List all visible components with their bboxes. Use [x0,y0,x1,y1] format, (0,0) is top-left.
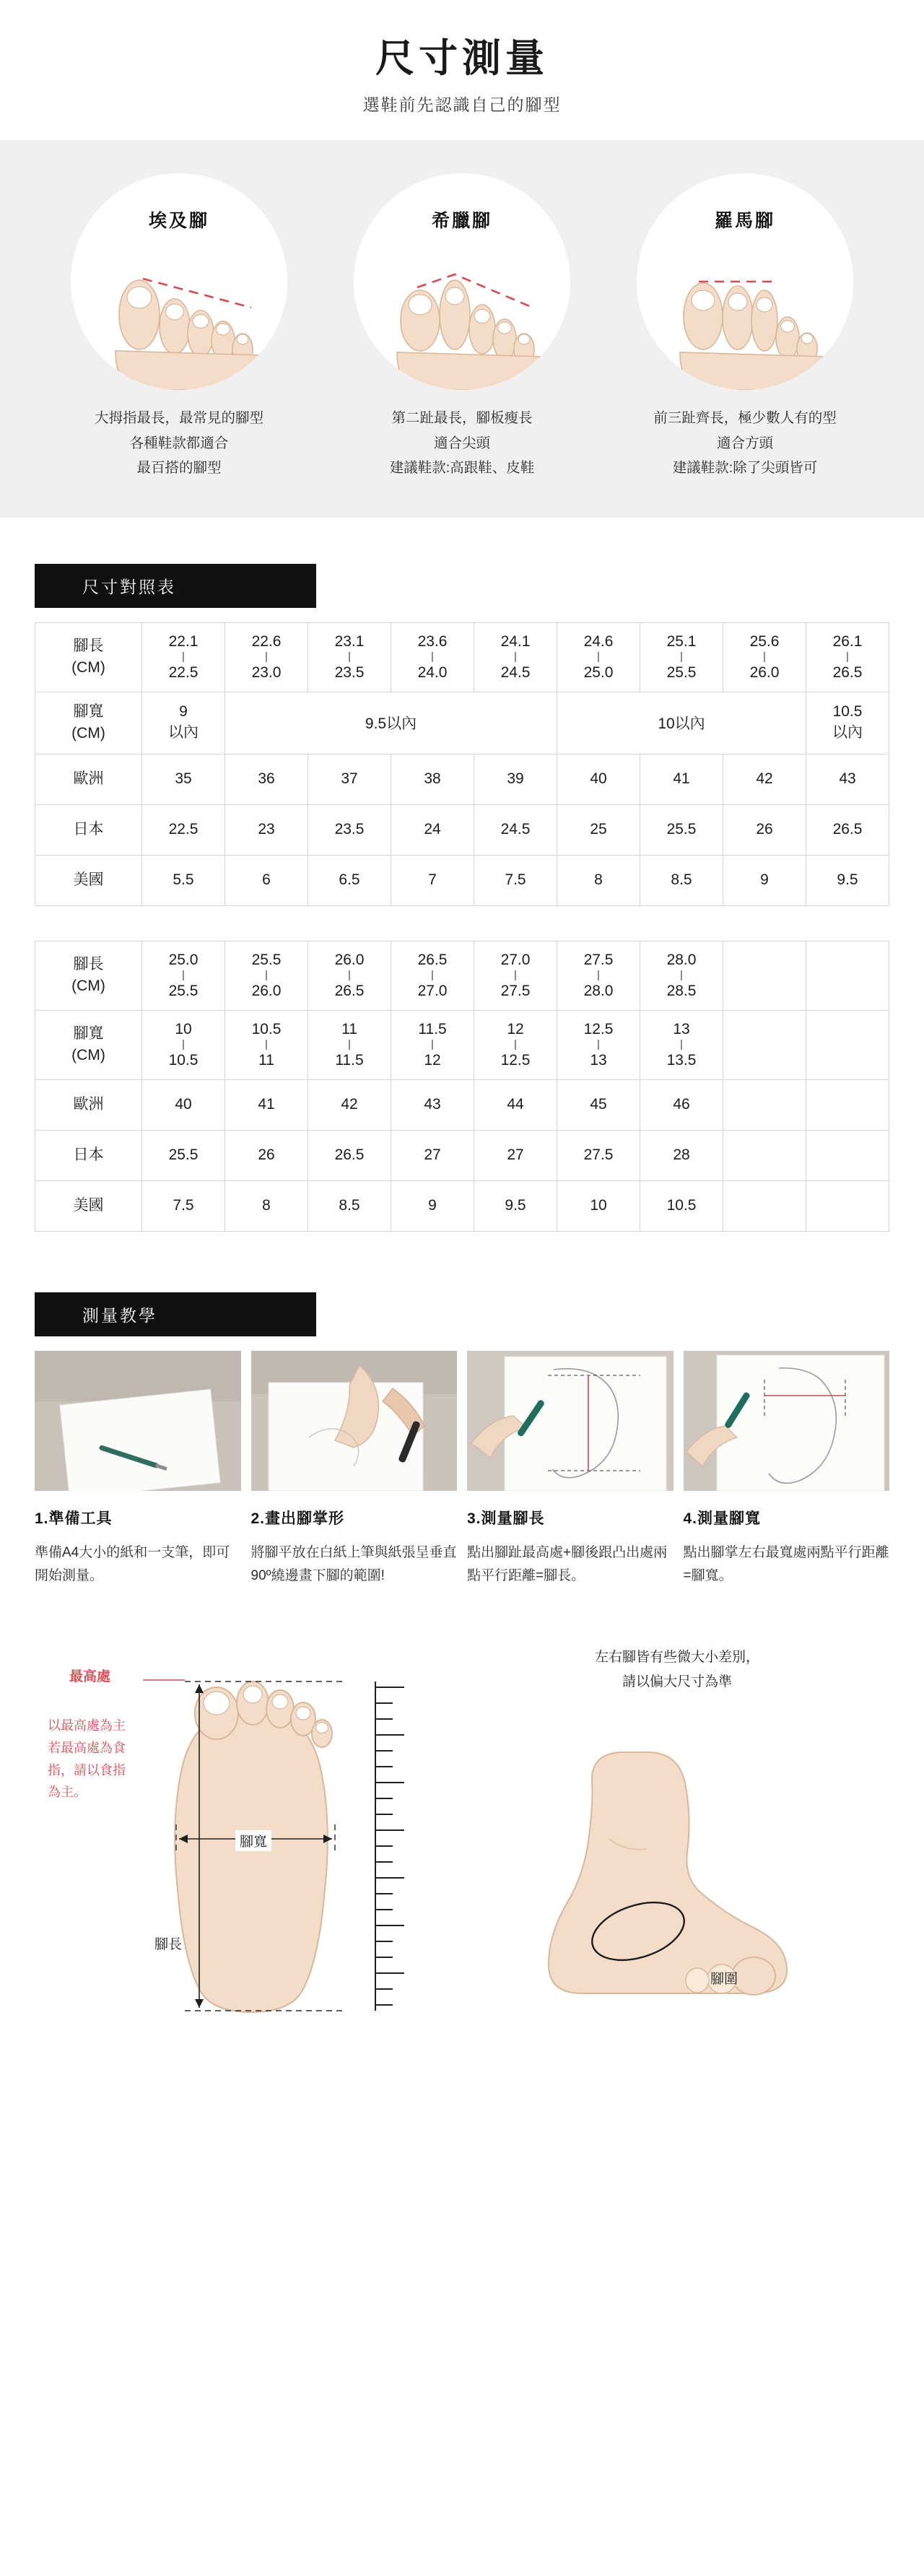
tutorial-step-4 [684,1507,890,1588]
size-table-2 [35,941,889,1232]
cell-empty [806,1079,889,1130]
foot-type-description: 前三趾齊長，極少數人有的型 適合方頭 建議鞋款:除了尖頭皆可 [653,410,837,476]
cell-eu: 42 [723,754,806,804]
cell-range: 27.5 | 28.0 [557,941,640,1010]
size-table-2-wrap [35,941,889,1232]
measure-width-photo [684,1351,890,1491]
cell-jp: 27 [474,1130,557,1180]
cell-jp: 28 [640,1130,723,1180]
foot-type-card-roman [616,173,873,479]
step-body: 將腳平放在白紙上筆與紙張呈垂直90º繞邊畫下腳的範圍! [250,1544,457,1584]
cell-jp: 24 [391,804,474,855]
cell-range: 10 | 10.5 [142,1010,225,1079]
table-row [35,754,889,804]
foot-width-label: 腳寬 [235,1830,271,1851]
size-chart-tag: 尺寸對照表 [35,564,316,608]
cell-range: 25.0 | 25.5 [142,941,225,1010]
table-row [35,855,889,905]
cell-jp: 23 [225,804,308,855]
cell-jp: 25.5 [142,1130,225,1180]
tutorial-photo-1 [35,1351,241,1491]
cell-eu: 43 [806,754,889,804]
cell-range: 24.1 | 24.5 [474,622,557,692]
left-right-note: 左右腳皆有些微大小差別， 請以偏大尺寸為準 [594,1650,759,1689]
cell-us: 9.5 [806,855,889,905]
tutorial-steps [35,1507,889,1588]
cell-us: 7 [391,855,474,905]
cell-range: 25.1 | 25.5 [640,622,723,692]
cell-eu: 36 [225,754,308,804]
size-table-1-wrap [35,622,889,906]
row-header-foot-width: 腳寬 (CM) [35,692,142,754]
cell-range: 26.1 | 26.5 [806,622,889,692]
foot-illustration-egyptian [71,173,287,390]
tutorial-step-2 [251,1507,458,1588]
step-title: 1.準備工具 [35,1510,113,1527]
cell-us: 9 [391,1180,474,1231]
cell-jp: 26 [723,804,806,855]
tutorial-photo-row [35,1351,889,1491]
table-row [35,804,889,855]
table-row [35,622,889,692]
cell-us: 8 [225,1180,308,1231]
step-body: 點出腳掌左右最寬處兩點平行距離=腳寬。 [683,1544,889,1584]
row-header-eu: 歐洲 [35,1079,142,1130]
cell-range: 26.5 | 27.0 [391,941,474,1010]
foot-type-description: 大拇指最長，最常見的腳型 各種鞋款都適合 最百搭的腳型 [94,410,263,476]
foot-illustration-roman [637,173,853,390]
foot-type-card-greek [334,173,590,479]
greek-foot-icon [354,173,570,390]
step-title: 2.畫出腳掌形 [250,1510,345,1527]
table-row [35,1180,889,1231]
foot-type-name: 希臘腳 [431,211,492,232]
cell-us: 9.5 [474,1180,557,1231]
side-foot-icon [468,1723,889,2027]
cell-us: 9 [723,855,806,905]
row-header-us: 美國 [35,1180,142,1231]
cell-eu: 45 [557,1079,640,1130]
cell-empty [723,1180,806,1231]
cell-range: 22.1 | 22.5 [142,622,225,692]
size-chart-heading [35,564,889,608]
cell-range: 22.6 | 23.0 [225,622,308,692]
cell-us: 7.5 [474,855,557,905]
cell-empty [806,1130,889,1180]
page-title: 尺寸測量 [375,37,549,80]
cell-eu: 38 [391,754,474,804]
cell-eu: 41 [225,1079,308,1130]
step-title: 4.測量腳寬 [683,1510,762,1527]
foot-girth-diagram [468,1622,889,2027]
cell-range: 11.5 | 12 [391,1010,474,1079]
cell-width-2: 9.5以內 [225,692,557,754]
cell-width-4: 10.5 以內 [806,692,889,754]
cell-empty [806,941,889,1010]
cell-jp: 26 [225,1130,308,1180]
table-row [35,692,889,754]
cell-jp: 26.5 [806,804,889,855]
cell-empty [723,1010,806,1079]
cell-jp: 27.5 [557,1130,640,1180]
cell-eu: 40 [142,1079,225,1130]
page-header [0,0,924,116]
table-row [35,941,889,1010]
foot-length-label: 腳長 [154,1937,183,1953]
foot-measure-diagram [35,1622,468,2027]
foot-type-description: 第二趾最長，腳板瘦長 適合尖頭 建議鞋款:高跟鞋、皮鞋 [389,410,535,476]
foot-type-name: 埃及腳 [148,211,209,232]
size-table-1 [35,622,889,906]
cell-range: 11 | 11.5 [308,1010,391,1079]
cell-eu: 37 [308,754,391,804]
cell-range: 23.6 | 24.0 [391,622,474,692]
cell-us: 8.5 [308,1180,391,1231]
row-header-foot-length: 腳長 (CM) [35,622,142,692]
table-row [35,1079,889,1130]
cell-jp: 27 [391,1130,474,1180]
row-header-foot-length: 腳長 (CM) [35,941,142,1010]
cell-empty [723,941,806,1010]
cell-empty [806,1180,889,1231]
cell-eu: 43 [391,1079,474,1130]
cell-us: 6.5 [308,855,391,905]
cell-range: 10.5 | 11 [225,1010,308,1079]
cell-jp: 26.5 [308,1130,391,1180]
row-header-eu: 歐洲 [35,754,142,804]
cell-range: 24.6 | 25.0 [557,622,640,692]
measurement-diagrams [35,1622,889,2027]
cell-range: 12 | 12.5 [474,1010,557,1079]
cell-eu: 35 [142,754,225,804]
cell-width-1: 9 以內 [142,692,225,754]
row-header-jp: 日本 [35,1130,142,1180]
tutorial-step-3 [467,1507,674,1588]
cell-eu: 39 [474,754,557,804]
cell-eu: 46 [640,1079,723,1130]
cell-eu: 42 [308,1079,391,1130]
cell-us: 8.5 [640,855,723,905]
page-subtitle: 選鞋前先認識自己的腳型 [362,95,562,115]
foot-girth-label: 腳圍 [710,1972,738,1988]
cell-range: 25.6 | 26.0 [723,622,806,692]
tutorial-photo-3 [467,1351,674,1491]
cell-range: 26.0 | 26.5 [308,941,391,1010]
cell-empty [723,1130,806,1180]
row-header-jp: 日本 [35,804,142,855]
measure-length-photo [467,1351,674,1491]
egyptian-foot-icon [71,173,287,390]
step-title: 3.測量腳長 [467,1510,545,1527]
step-body: 點出腳趾最高處+腳後跟凸出處兩點平行距離=腳長。 [467,1544,668,1584]
tutorial-photo-2 [251,1351,458,1491]
cell-eu: 44 [474,1079,557,1130]
cell-jp: 25.5 [640,804,723,855]
cell-range: 28.0 | 28.5 [640,941,723,1010]
cell-range: 27.0 | 27.5 [474,941,557,1010]
cell-jp: 25 [557,804,640,855]
highest-point-label: 最高處 [69,1669,111,1685]
cell-us: 8 [557,855,640,905]
step-body: 準備A4大小的紙和一支筆，即可開始測量。 [35,1544,230,1584]
cell-us: 10 [557,1180,640,1231]
cell-us: 6 [225,855,308,905]
cell-empty [723,1079,806,1130]
cell-us: 7.5 [142,1180,225,1231]
cell-jp: 24.5 [474,804,557,855]
row-header-us: 美國 [35,855,142,905]
cell-range: 25.5 | 26.0 [225,941,308,1010]
cell-jp: 22.5 [142,804,225,855]
tutorial-tag: 測量教學 [35,1292,316,1336]
tutorial-heading [35,1292,889,1336]
cell-width-3: 10以內 [557,692,806,754]
foot-type-section [0,140,924,517]
cell-jp: 23.5 [308,804,391,855]
cell-range: 13 | 13.5 [640,1010,723,1079]
cell-eu: 41 [640,754,723,804]
foot-type-card-egyptian [51,173,308,479]
foot-illustration-greek [354,173,570,390]
roman-foot-icon [637,173,853,390]
cell-empty [806,1010,889,1079]
cell-eu: 40 [557,754,640,804]
highest-point-note: 以最高處為主 若最高處為食 指，請以食指 為主。 [48,1718,126,1800]
tracing-foot-photo [251,1351,458,1491]
cell-range: 23.1 | 23.5 [308,622,391,692]
cell-us: 10.5 [640,1180,723,1231]
row-header-foot-width: 腳寬 (CM) [35,1010,142,1079]
table-row [35,1010,889,1079]
tutorial-photo-4 [684,1351,890,1491]
cell-range: 12.5 | 13 [557,1010,640,1079]
foot-type-name: 羅馬腳 [714,211,775,232]
cell-us: 5.5 [142,855,225,905]
paper-and-pen-photo [35,1351,241,1491]
tutorial-step-1 [35,1507,241,1588]
table-row [35,1130,889,1180]
